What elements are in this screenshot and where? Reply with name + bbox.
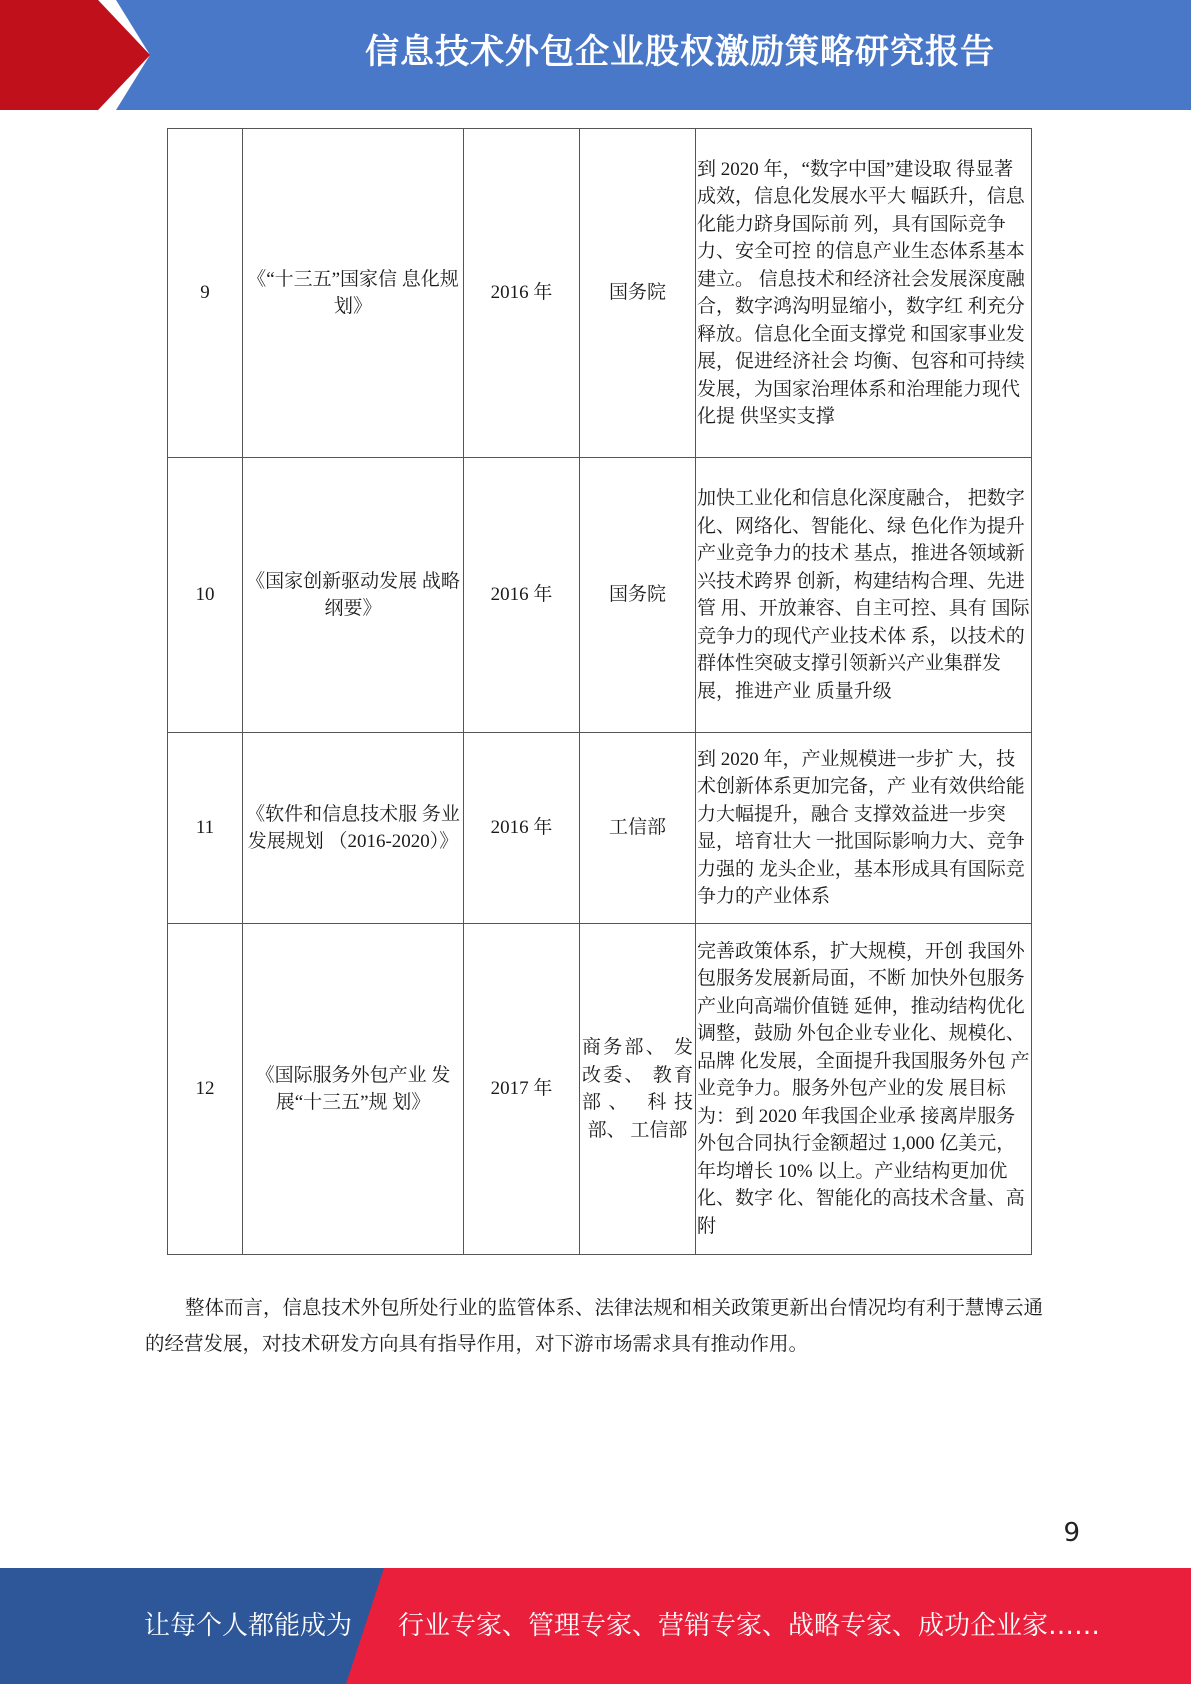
row-number: 10 (168, 458, 243, 733)
issuing-department: 国务院 (580, 458, 696, 733)
report-title: 信息技术外包企业股权激励策略研究报告 (365, 32, 995, 72)
row-number: 12 (168, 924, 243, 1255)
page-number: 9 (1063, 1518, 1080, 1548)
summary-paragraph: 整体而言，信息技术外包所处行业的监管体系、法律法规和相关政策更新出台情况均有利于慧博云通的经营发展，对技术研发方向具有指导作用，对下游市场需求具有推动作用。 (145, 1298, 1044, 1355)
issuing-department: 商务部、 发改委、 教育部、 科技部、 工信部 (580, 924, 696, 1255)
policy-year: 2017 年 (464, 924, 580, 1255)
page-header (0, 0, 1191, 110)
policy-name: 《国家创新驱动发展 战略纲要》 (243, 458, 464, 733)
footer-slogan-right: 行业专家、管理专家、营销专家、战略专家、成功企业家…… (398, 1611, 1101, 1641)
policy-year: 2016 年 (464, 733, 580, 924)
policy-year: 2016 年 (464, 129, 580, 458)
policy-name: 《国际服务外包产业 发展“十三五”规 划》 (243, 924, 464, 1255)
policy-name: 《“十三五”国家信 息化规划》 (243, 129, 464, 458)
issuing-department: 工信部 (580, 733, 696, 924)
policy-name: 《软件和信息技术服 务业发展规划 （2016-2020）》 (243, 733, 464, 924)
row-number: 9 (168, 129, 243, 458)
policy-year: 2016 年 (464, 458, 580, 733)
row-number: 11 (168, 733, 243, 924)
issuing-department: 国务院 (580, 129, 696, 458)
policy-description: 到 2020 年，产业规模进一步扩 大，技术创新体系更加完备，产 业有效供给能力大幅提升，融合 支撑效益进一步突显，培育壮大 一批国际影响力大、竞争力强的 龙头企业，基本形成具有国际竞 争力的产业体系 (696, 733, 1032, 924)
policy-description: 加快工业化和信息化深度融合， 把数字化、网络化、智能化、绿 色化作为提升产业竞争力的技术 基点，推进各领域新兴技术跨界 创新，构建结构合理、先进管 用、开放兼容、自主可控、具有 国际竞争力的现代产业技术体 系，以技术的群体性突破支撑引领新兴产业集群发展，推进产业 质量升级 (696, 458, 1032, 733)
table-row (168, 458, 1032, 733)
table-row (168, 129, 1032, 458)
policy-description: 到 2020 年，“数字中国”建设取 得显著成效，信息化发展水平大 幅跃升，信息化能力跻身国际前 列，具有国际竞争力、安全可控 的信息产业生态体系基本建立。 信息技术和经济社会发展深度融 合，数字鸿沟明显缩小，数字红 利充分释放。信息化全面支撑党 和国家事业发展，促进经济社会 均衡、包容和可持续发展，为国家治理体系和治理能力现代化提 供坚实支撑 (696, 129, 1032, 458)
table-row (168, 733, 1032, 924)
page-footer (0, 1568, 1191, 1684)
table-row (168, 924, 1032, 1255)
header-arrow-icon (0, 0, 160, 110)
policy-description: 完善政策体系，扩大规模，开创 我国外包服务发展新局面，不断 加快外包服务产业向高端价值链 延伸，推动结构优化调整，鼓励 外包企业专业化、规模化、品牌 化发展，全面提升我国服务外包 产业竞争力。服务外包产业的发 展目标为：到 2020 年我国企业承 接离岸服务外包合同执行金额超过 1,000 亿美元，年均增长 10% 以上。产业结构更加优化、数字 化、智能化的高技术含量、高附 (696, 924, 1032, 1255)
footer-slogan-left: 让每个人都能成为 (143, 1611, 352, 1641)
policy-table (167, 128, 1032, 1255)
